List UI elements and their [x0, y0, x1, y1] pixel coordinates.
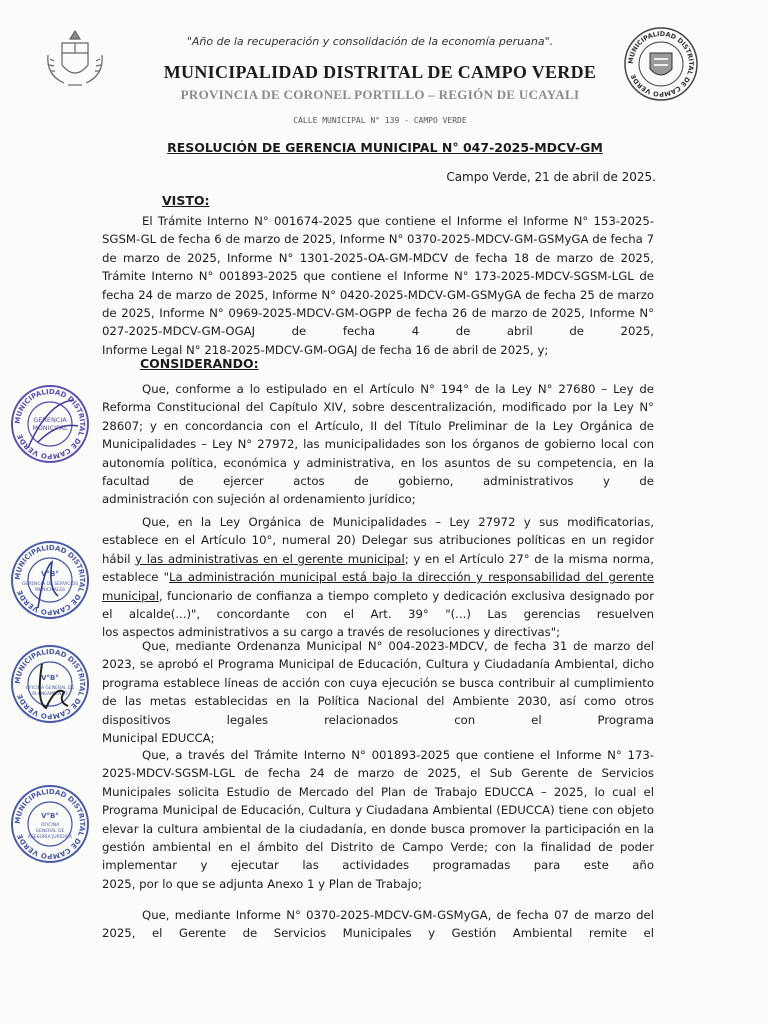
planeamiento-stamp-icon [8, 642, 92, 730]
svg-text:V°B°: V°B° [41, 812, 59, 820]
svg-text:MUNICIPALIDAD DISTRITAL DE CAM: MUNICIPALIDAD DISTRITAL DE CAMPO VERDE [13, 647, 87, 721]
peru-coat-of-arms-icon [40, 25, 110, 99]
address-line: CALLE MUNICIPAL N° 139 - CAMPO VERDE [293, 116, 467, 125]
svg-text:V°B°: V°B° [41, 674, 59, 682]
considerando-paragraph-3: Que, mediante Ordenanza Municipal N° 004-2023-MDCV, de fecha 31 de marzo del 2023, se aprobó el Programa Municipal de Educación, Cultura y Ciudadanía Ambiental, dicho programa establece líneas de acción con cuya ejecución se busca contribuir al cumplimiento de las metas establecidas en la Política Nacional del Ambiente 2030, así como otros dispositivos legales relacionados con el Programa Municipal EDUCCA; [102, 639, 654, 746]
municipal-seal-icon [622, 25, 700, 107]
servicios-municipales-stamp-icon [8, 538, 92, 626]
svg-text:V°B°: V°B° [41, 570, 59, 578]
considerando-paragraph-4: Que, a través del Trámite Interno N° 001893-2025 que contiene el Informe N° 173-2025-MDCV-SGSM-LGL de fecha 24 de marzo de 2025, el Sub Gerente de Servicios Municipales solicita Estudio de Mercado del Plan de Trabajo EDUCCA – 2025, lo cual el Programa Municipal de Educación, Cultura y Ciudadana Ambiental (EDUCCA) tiene con objeto elevar la cultura ambiental de la ciudadanía, en donde busca promover la participación en la gestión ambiental en el ámbito del Distrito de Campo Verde; con la finalidad de poder implementar y ejecutar las actividades programadas para este año 2025, por lo que se adjunta Anexo 1 y Plan de Trabajo; [102, 748, 654, 891]
svg-text:MUNICIPALIDAD DISTRITAL DE CAM: MUNICIPALIDAD DISTRITAL DE CAMPO VERDE [13, 787, 87, 861]
svg-text:OFICINA GENERAL DE: OFICINA GENERAL DE [25, 686, 75, 691]
svg-text:MUNICIPALES: MUNICIPALES [34, 588, 66, 593]
visto-heading: VISTO: [162, 193, 210, 208]
svg-text:GERENCIA DE SERVICIOS: GERENCIA DE SERVICIOS [21, 582, 79, 587]
svg-text:MUNICIPALIDAD DISTRITAL DE CAM: MUNICIPALIDAD DISTRITAL DE CAMPO VERDE [13, 543, 87, 617]
province-region: PROVINCIA DE CORONEL PORTILLO – REGIÓN DE UCAYALI [180, 87, 580, 102]
considerando-paragraph-2: Que, en la Ley Orgánica de Municipalidades – Ley 27972 y sus modificatorias, establece en el Artículo 10°, numeral 20) Delegar sus atribuciones políticas en un regidor hábil y las administrativas en el gerente municipal; y en el Artículo 27° de la misma norma, establece "La administración municipal está bajo la dirección y responsabilidad del gerente municipal, funcionario de confianza a tiempo completo y dedicación exclusiva designado por el alcalde(...)", concordante con el Art. 39° "(...) Las gerencias resuelven los aspectos administrativos a su cargo a través de resoluciones y directivas"; [102, 515, 655, 640]
svg-text:GERENCIA: GERENCIA [33, 416, 67, 424]
considerando-paragraph-5: Que, mediante Informe N° 0370-2025-MDCV-GM-GSMyGA, de fecha 07 de marzo del 2025, el Gerente de Servicios Municipales y Gestión Ambiental remite el [102, 908, 654, 941]
svg-text:PLANEAMIENTO: PLANEAMIENTO [32, 692, 68, 697]
gerencia-stamp-icon [8, 382, 92, 470]
visto-paragraph: El Trámite Interno N° 001674-2025 que contiene el Informe el Informe N° 153-2025-SGSM-GL de fecha 6 de marzo de 2025, Informe N° 0370-2025-MDCV-GM-GSMyGA de fecha 7 de marzo de 2025, Informe N° 1301-2025-OA-GM-MDCV de fecha 18 de marzo de 2025, Trámite Interno N° 001893-2025 que contiene el Informe N° 173-2025-MDCV-SGSM-LGL de fecha 24 de marzo de 2025, Informe N° 0420-2025-MDCV-GM-GSMyGA de fecha 25 de marzo de 2025, Informe N° 0969-2025-MDCV-GM-OGPP de fecha 26 de marzo de 2025, Informe N° 027-2025-MDCV-GM-OGAJ de fecha 4 de abril de 2025, Informe Legal N° 218-2025-MDCV-GM-OGAJ de fecha 16 de abril de 2025, y; [102, 214, 654, 357]
svg-text:MUNICIPALIDAD DISTRITAL DE CAM: MUNICIPALIDAD DISTRITAL DE CAMPO VERDE [13, 387, 87, 461]
svg-text:GENERAL DE: GENERAL DE [35, 829, 65, 834]
resolution-date: Campo Verde, 21 de abril de 2025. [446, 170, 656, 184]
municipality-name: MUNICIPALIDAD DISTRITAL DE CAMPO VERDE [163, 62, 597, 82]
considerando-paragraph-1: Que, conforme a lo estipulado en el Artículo N° 194° de la Ley N° 27680 – Ley de Reforma Constitucional del Capítulo XIV, sobre descentralización, modificado por la Ley N° 28607; y en concordancia con el Artículo, II del Título Preliminar de la Ley Orgánica de Municipalidades – Ley N° 27972, las municipalidades son los órganos de gobierno local con autonomía política, económica y administrativa, en los asuntos de su competencia, en la facultad de ejercer actos de gobierno, administrativos y de administración con sujeción al ordenamiento jurídico; [102, 382, 654, 507]
considerando-heading: CONSIDERANDO: [140, 356, 259, 371]
svg-text:MUNICIPALIDAD DISTRITAL DE CAM: MUNICIPALIDAD DISTRITAL DE CAMPO VERDE [626, 29, 696, 99]
svg-text:MUNICIPAL: MUNICIPAL [32, 424, 68, 432]
asesoria-juridica-stamp-icon [8, 782, 92, 870]
year-motto: "Año de la recuperación y consolidación de la economía peruana". [186, 35, 554, 48]
resolution-title: RESOLUCIÓN DE GERENCIA MUNICIPAL N° 047-2025-MDCV-GM [167, 140, 603, 155]
svg-text:ASESORÍA JURÍDICA: ASESORÍA JURÍDICA [27, 835, 73, 840]
svg-text:OFICINA: OFICINA [40, 823, 60, 828]
